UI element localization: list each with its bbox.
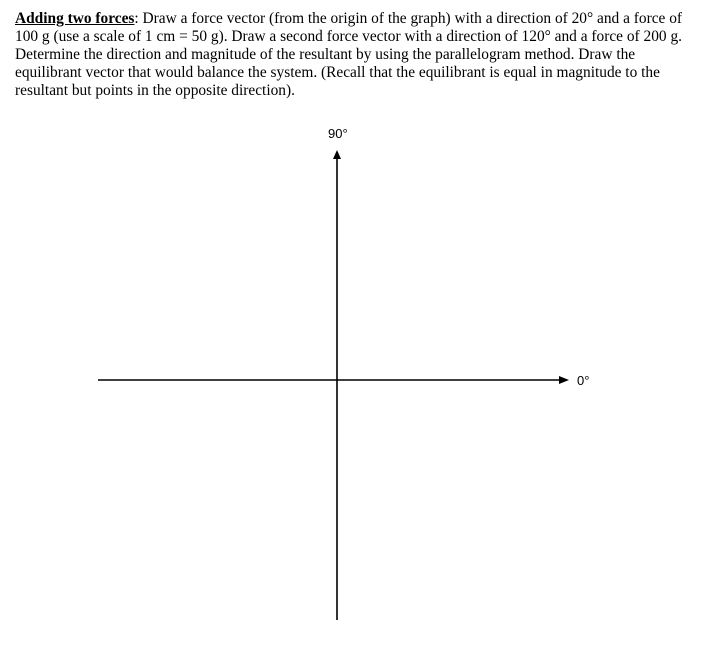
heading-colon: :	[134, 10, 139, 27]
horizontal-axis-arrowhead	[559, 376, 569, 384]
label-90-degrees: 90°	[328, 126, 348, 141]
problem-instructions: Draw a force vector (from the origin of the graph) with a direction of 20° and a force of 100 g (use a scale of 1 cm = 50 g). Draw a second force vector with a direction of 120° and a force of 200 g. Determine the direction and magnitude of the resultant by using the parallelogram method. Draw the equilibrant vector that would balance the system. (Recall that the equilibrant is equal in magnitude to the resultant but points in the opposite direction).	[15, 10, 683, 99]
problem-heading: Adding two forces	[15, 10, 135, 27]
vertical-axis-arrowhead	[333, 150, 341, 159]
label-0-degrees: 0°	[577, 373, 590, 388]
